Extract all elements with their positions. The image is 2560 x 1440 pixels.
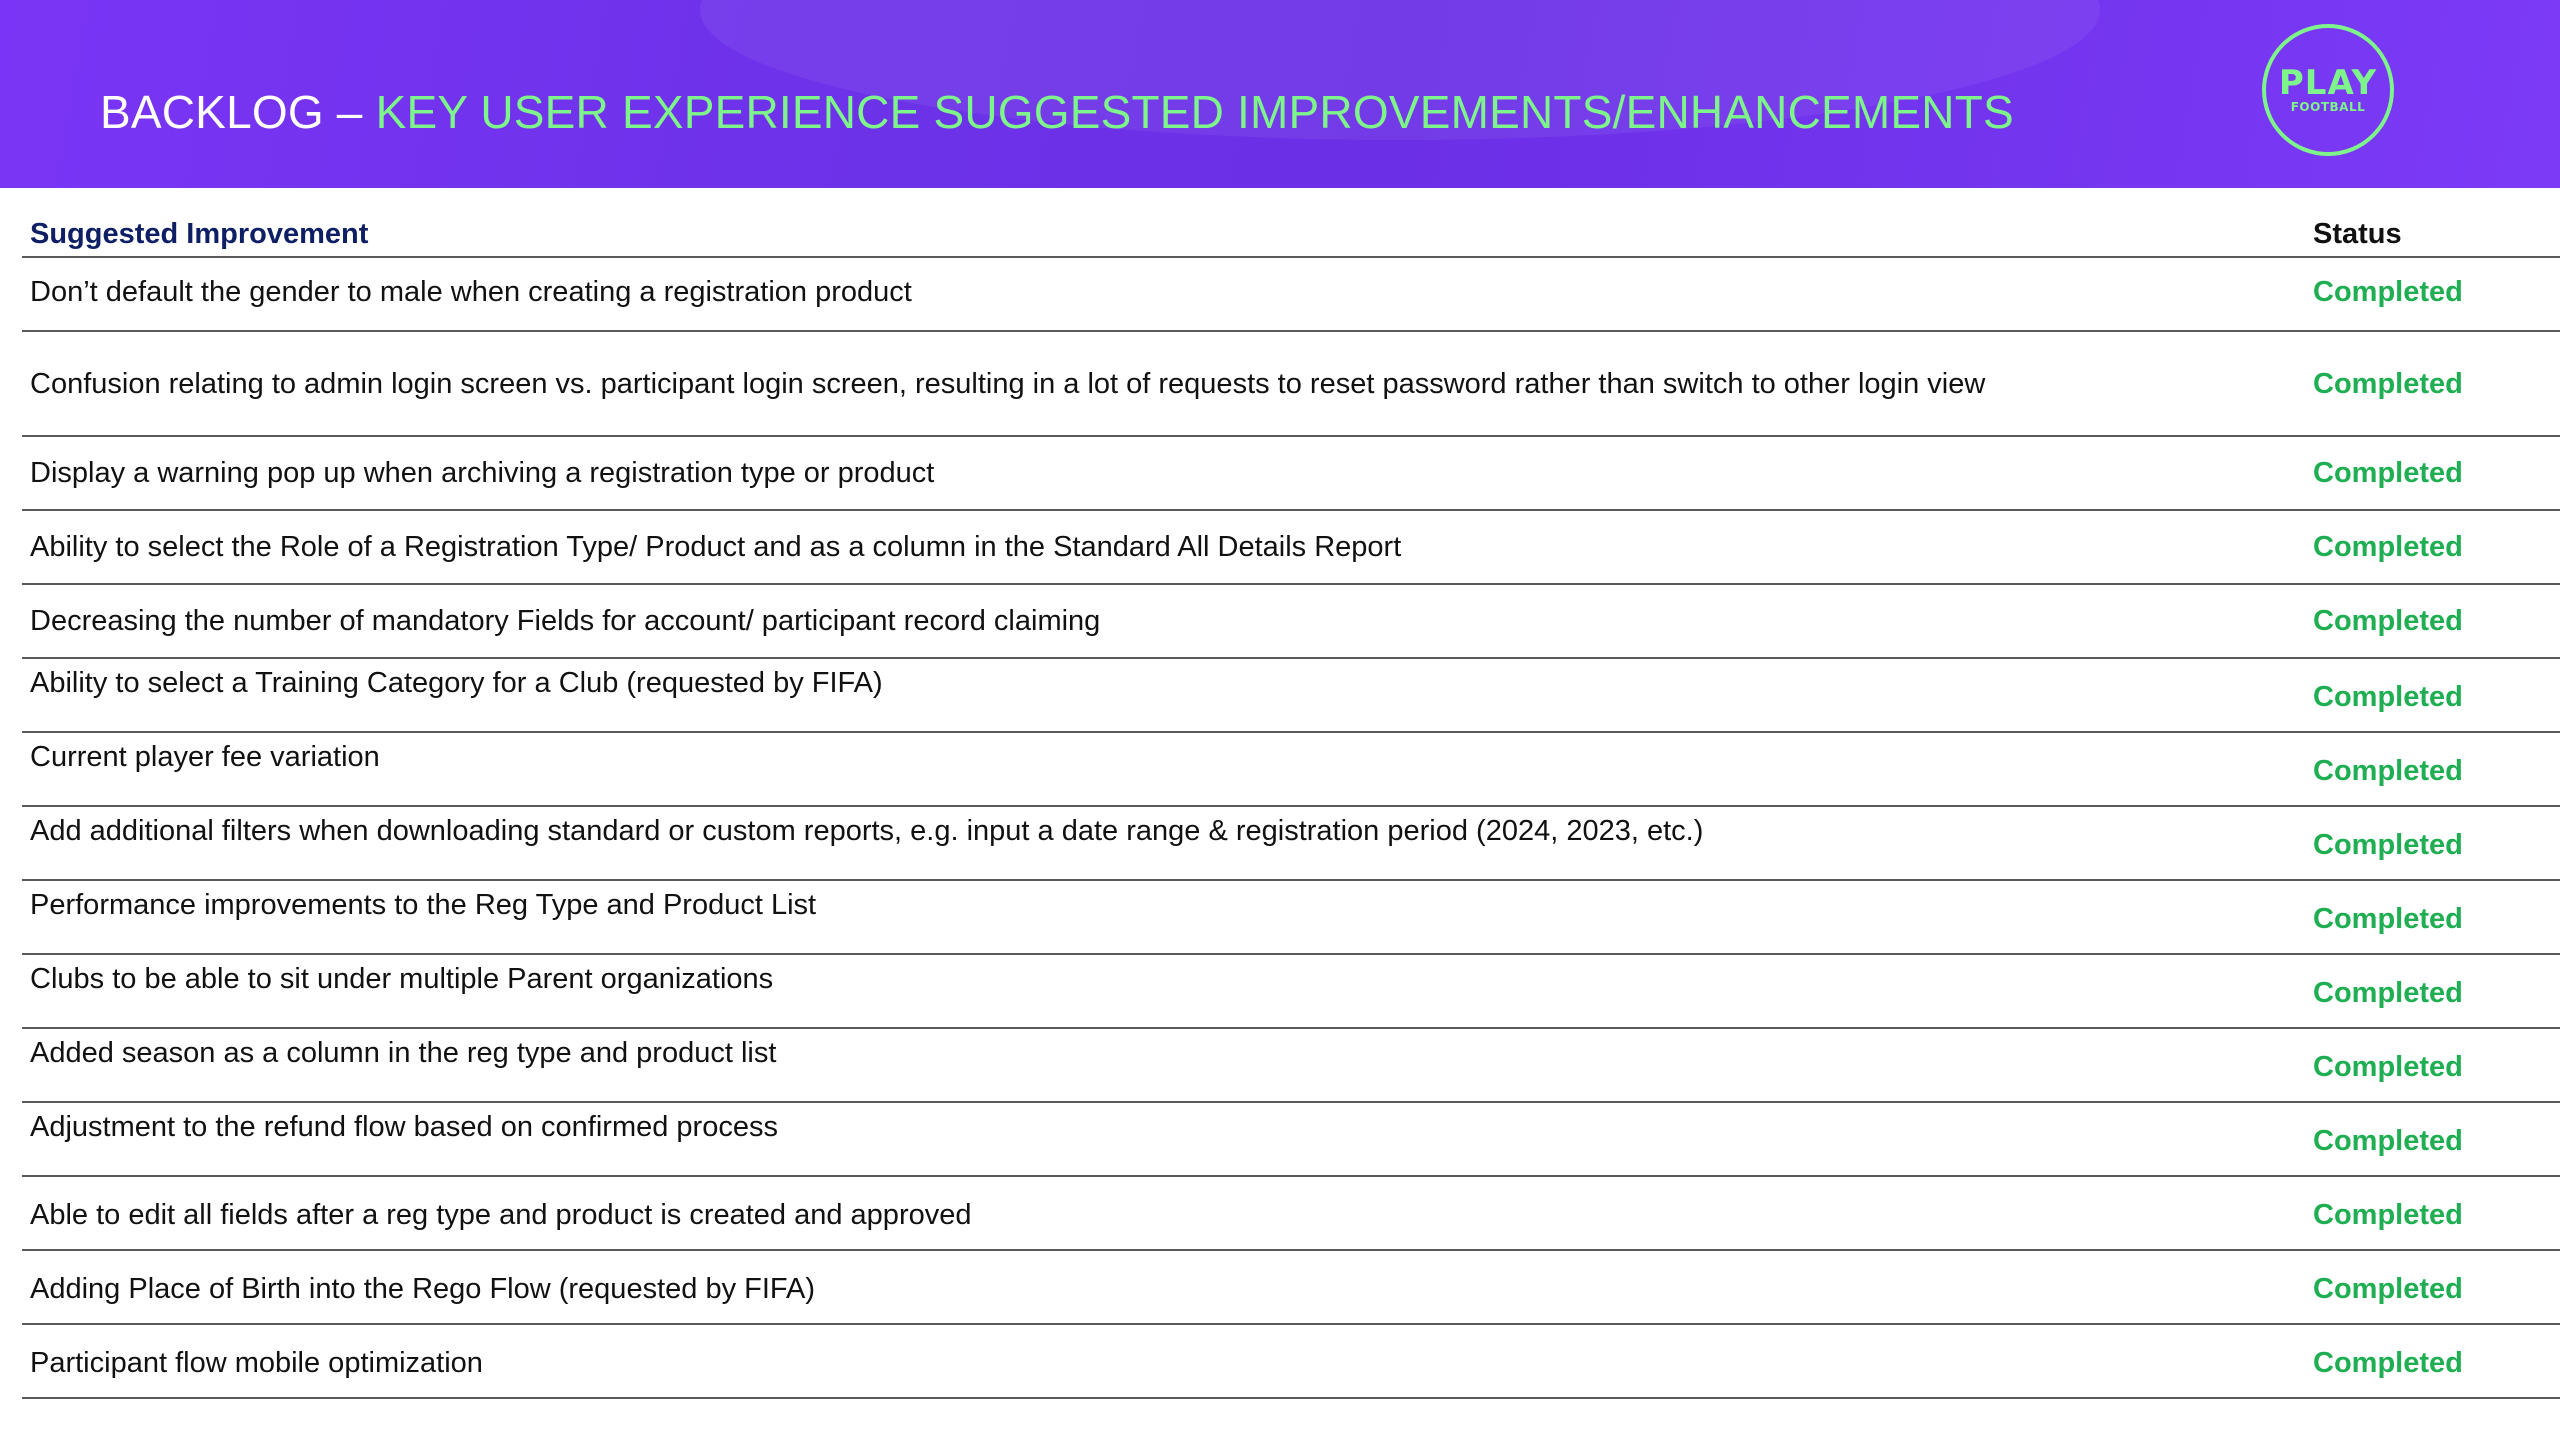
row-improvement-text: Participant flow mobile optimization — [30, 1347, 483, 1379]
row-status-badge: Completed — [2313, 1125, 2463, 1157]
table-row — [22, 881, 2560, 955]
row-improvement-text: Ability to select a Training Category for a Club (requested by FIFA) — [30, 667, 883, 699]
table-row — [22, 1177, 2560, 1251]
table-row — [22, 585, 2560, 659]
row-improvement-text: Adding Place of Birth into the Rego Flow (requested by FIFA) — [30, 1273, 816, 1305]
row-improvement-text: Able to edit all fields after a reg type and product is created and approved — [30, 1199, 972, 1231]
logo-play-text: PLAY — [2278, 63, 2378, 103]
row-status-badge: Completed — [2313, 1347, 2463, 1379]
row-improvement-text: Decreasing the number of mandatory Fields for account/ participant record claiming — [30, 605, 1101, 637]
row-improvement-text: Confusion relating to admin login screen vs. participant login screen, resulting in a lot of requests to reset password rather than switch to other login view — [30, 368, 1986, 400]
row-status-badge: Completed — [2313, 1051, 2463, 1083]
row-improvement-text: Add additional filters when downloading standard or custom reports, e.g. input a date range & registration period (2024, 2023, etc.) — [30, 815, 1704, 847]
table-row — [22, 258, 2560, 332]
page-title-prefix: BACKLOG – — [100, 86, 376, 138]
row-status-badge: Completed — [2313, 1273, 2463, 1305]
page-title-accent: KEY USER EXPERIENCE SUGGESTED IMPROVEMENTS/ENHANCEMENTS — [375, 86, 2014, 138]
row-status-badge: Completed — [2313, 755, 2463, 787]
row-status-badge: Completed — [2313, 605, 2463, 637]
row-status-badge: Completed — [2313, 457, 2463, 489]
table-header-row — [22, 210, 2560, 258]
row-improvement-text: Added season as a column in the reg type and product list — [30, 1037, 777, 1069]
table-row — [22, 332, 2560, 437]
row-status-badge: Completed — [2313, 829, 2463, 861]
row-improvement-text: Current player fee variation — [30, 741, 380, 773]
table-row — [22, 807, 2560, 881]
improvements-table — [22, 210, 2560, 1399]
row-status-badge: Completed — [2313, 276, 2463, 308]
table-row — [22, 1029, 2560, 1103]
row-status-badge: Completed — [2313, 903, 2463, 935]
page-title — [100, 82, 2014, 142]
table-row — [22, 511, 2560, 585]
row-status-badge: Completed — [2313, 1199, 2463, 1231]
column-header-suggested-improvement: Suggested Improvement — [30, 218, 369, 250]
table-row — [22, 1325, 2560, 1399]
row-status-badge: Completed — [2313, 681, 2463, 713]
table-row — [22, 1103, 2560, 1177]
row-status-badge: Completed — [2313, 977, 2463, 1009]
play-football-logo — [2262, 24, 2394, 156]
row-status-badge: Completed — [2313, 368, 2463, 400]
table-row — [22, 437, 2560, 511]
table-row — [22, 733, 2560, 807]
logo-football-text: FOOTBALL — [2290, 100, 2366, 114]
column-header-status: Status — [2313, 218, 2402, 250]
row-improvement-text: Don’t default the gender to male when creating a registration product — [30, 276, 912, 308]
row-improvement-text: Ability to select the Role of a Registration Type/ Product and as a column in the Standard All Details Report — [30, 531, 1402, 563]
table-row — [22, 955, 2560, 1029]
row-improvement-text: Display a warning pop up when archiving a registration type or product — [30, 457, 935, 489]
table-row — [22, 659, 2560, 733]
table-row — [22, 1251, 2560, 1325]
row-improvement-text: Performance improvements to the Reg Type and Product List — [30, 889, 817, 921]
row-improvement-text: Clubs to be able to sit under multiple Parent organizations — [30, 963, 774, 995]
row-improvement-text: Adjustment to the refund flow based on confirmed process — [30, 1111, 778, 1143]
row-status-badge: Completed — [2313, 531, 2463, 563]
